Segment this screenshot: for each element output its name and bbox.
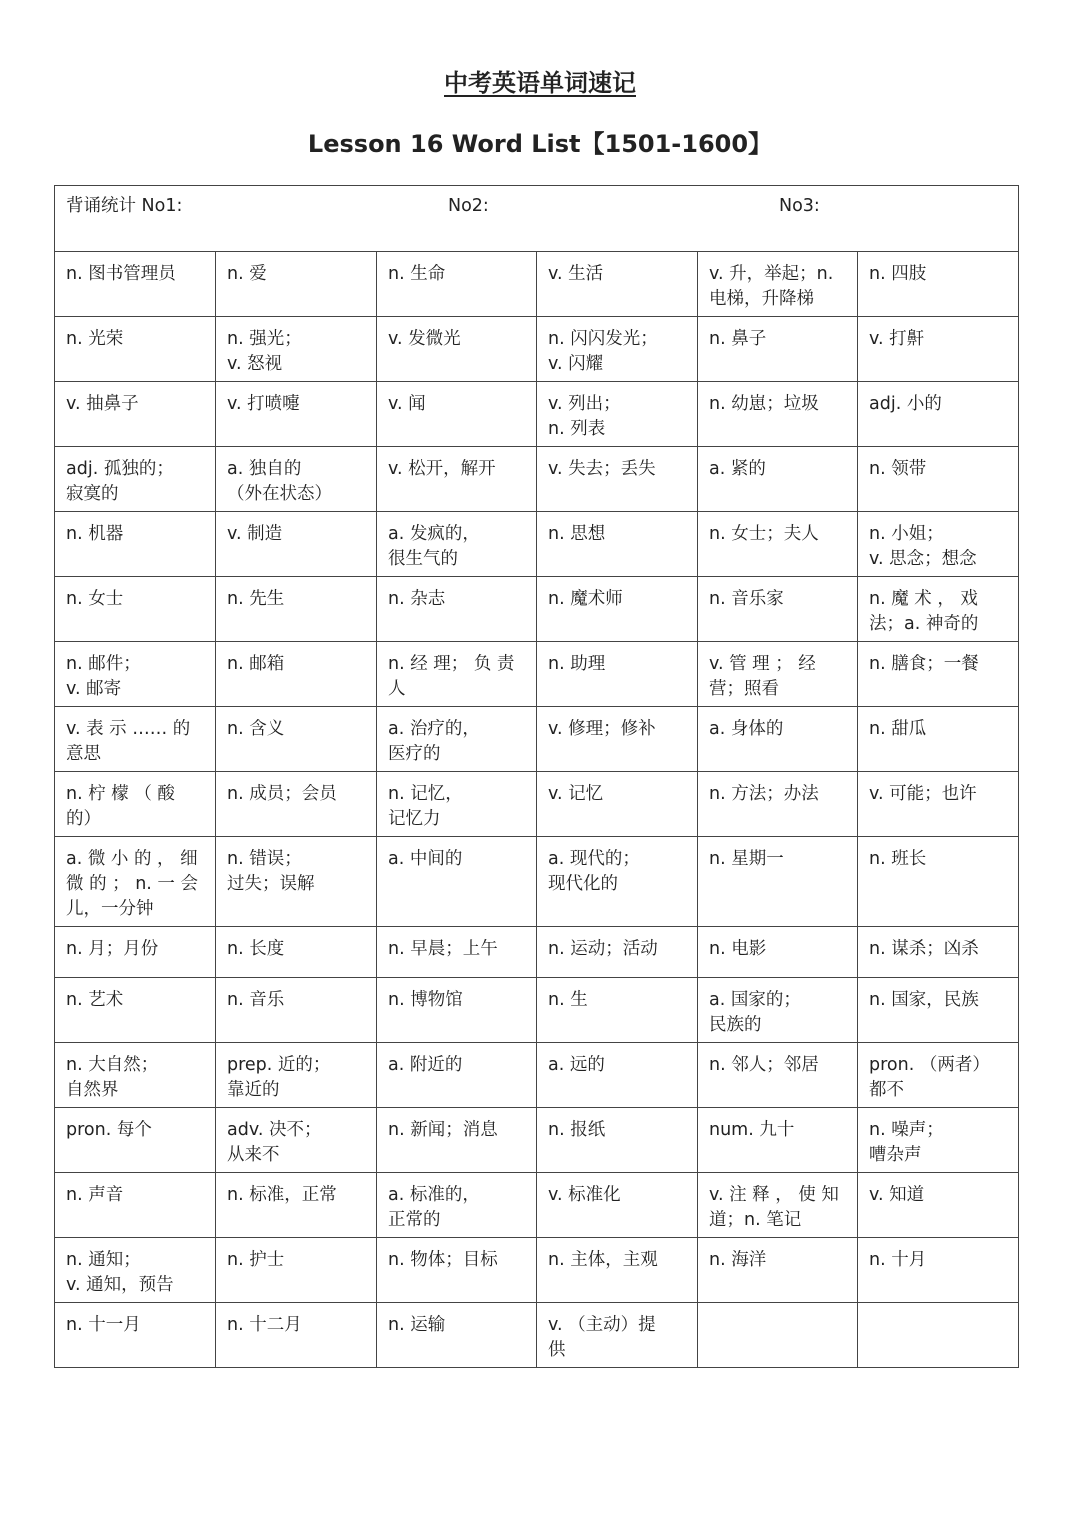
definition-line: n. 错误；: [227, 849, 302, 869]
definition-line: num. 九十: [709, 1120, 795, 1140]
word-cell: [377, 382, 537, 447]
word-cell: [55, 447, 216, 512]
word-cell: [377, 837, 537, 927]
word-cell: [377, 1303, 537, 1368]
word-cell: [55, 707, 216, 772]
word-cell: [698, 837, 858, 927]
word-cell: [216, 1238, 377, 1303]
definition-line: adj. 孤独的；: [66, 459, 174, 479]
definition-line: 民族的: [709, 1015, 762, 1035]
definition-line: v. 制造: [227, 524, 283, 544]
word-cell: [537, 1108, 698, 1173]
word-cell: [216, 1043, 377, 1108]
word-cell: [216, 837, 377, 927]
word-cell: [377, 772, 537, 837]
definition-line: a. 紧的: [709, 459, 766, 479]
definition-line: n. 十二月: [227, 1315, 302, 1335]
word-cell: [377, 577, 537, 642]
definition-line: pron. （两者）: [869, 1055, 990, 1075]
word-cell: [537, 1238, 698, 1303]
word-cell: [55, 772, 216, 837]
table-row: [55, 927, 1019, 978]
word-cell: [377, 512, 537, 577]
definition-line: v. 打喷嚏: [227, 394, 300, 414]
word-cell: [858, 1173, 1019, 1238]
definition-line: n. 物体；目标: [388, 1250, 498, 1270]
word-cell: [858, 1303, 1019, 1368]
definition-line: n. 领带: [869, 459, 927, 479]
definition-line: a. 中间的: [388, 849, 463, 869]
definition-line: n. 柠 檬 （ 酸: [66, 784, 175, 804]
word-cell: [216, 447, 377, 512]
stats-no3: No3:: [779, 196, 820, 216]
definition-line: n. 电影: [709, 939, 767, 959]
word-cell: [55, 512, 216, 577]
definition-line: n. 光荣: [66, 329, 124, 349]
word-cell: [216, 772, 377, 837]
word-cell: [55, 837, 216, 927]
word-cell: [858, 837, 1019, 927]
definition-line: v. 闪耀: [548, 354, 604, 374]
word-cell: [377, 317, 537, 382]
definition-line: n. 杂志: [388, 589, 446, 609]
table-row: [55, 1043, 1019, 1108]
table-row: [55, 1173, 1019, 1238]
word-cell: [858, 1108, 1019, 1173]
definition-line: a. 现代的；: [548, 849, 640, 869]
definition-line: v. 怒视: [227, 354, 283, 374]
table-row: [55, 447, 1019, 512]
definition-line: v. 记忆: [548, 784, 604, 804]
definition-line: n. 经 理； 负 责: [388, 654, 515, 674]
word-cell: [537, 317, 698, 382]
word-cell: [537, 772, 698, 837]
word-cell: [377, 252, 537, 317]
definition-line: n. 女士；夫人: [709, 524, 819, 544]
table-row: [55, 317, 1019, 382]
word-cell: [698, 447, 858, 512]
definition-line: a. 身体的: [709, 719, 784, 739]
definition-line: v. 可能；也许: [869, 784, 977, 804]
definition-line: n. 标准，正常: [227, 1185, 337, 1205]
definition-line: n. 魔术师: [548, 589, 623, 609]
definition-line: n. 图书管理员: [66, 264, 176, 284]
word-cell: [858, 978, 1019, 1043]
definition-line: n. 通知；: [66, 1250, 141, 1270]
definition-line: 人: [388, 679, 406, 699]
word-cell: [537, 642, 698, 707]
word-cell: [216, 577, 377, 642]
definition-line: n. 长度: [227, 939, 285, 959]
definition-line: v. 管 理 ； 经: [709, 654, 816, 674]
word-cell: [377, 707, 537, 772]
definition-line: v. 升，举起；n.: [709, 264, 834, 284]
word-cell: [55, 1238, 216, 1303]
word-cell: [537, 1043, 698, 1108]
word-cell: [55, 978, 216, 1043]
word-cell: [377, 1108, 537, 1173]
word-cell: [698, 927, 858, 978]
word-cell: [537, 837, 698, 927]
word-cell: [216, 642, 377, 707]
stats-cell: [55, 186, 1019, 252]
definition-line: 营；照看: [709, 679, 779, 699]
definition-line: 正常的: [388, 1210, 441, 1230]
document-title: [0, 66, 1080, 100]
word-cell: [377, 1173, 537, 1238]
definition-line: 的）: [66, 809, 101, 829]
definition-line: v. 打鼾: [869, 329, 925, 349]
table-row: [55, 1303, 1019, 1368]
definition-line: n. 列表: [548, 419, 606, 439]
table-row: [55, 382, 1019, 447]
word-cell: [537, 512, 698, 577]
definition-line: n. 早晨；上午: [388, 939, 498, 959]
word-cell: [858, 1043, 1019, 1108]
word-cell: [216, 1303, 377, 1368]
word-cell: [537, 1303, 698, 1368]
definition-line: v. 表 示 …… 的: [66, 719, 191, 739]
word-cell: [55, 577, 216, 642]
definition-line: adv. 决不；: [227, 1120, 322, 1140]
stats-no2: No2:: [448, 196, 489, 216]
definition-line: v. 失去；丢失: [548, 459, 656, 479]
word-cell: [858, 642, 1019, 707]
definition-line: a. 发疯的，: [388, 524, 480, 544]
word-cell: [537, 382, 698, 447]
table-row: [55, 252, 1019, 317]
word-cell: [55, 1173, 216, 1238]
word-cell: [55, 317, 216, 382]
definition-line: 嘈杂声: [869, 1145, 922, 1165]
word-cell: [858, 447, 1019, 512]
definition-line: a. 标准的，: [388, 1185, 480, 1205]
word-cell: [698, 978, 858, 1043]
definition-line: n. 鼻子: [709, 329, 767, 349]
word-cell: [55, 1043, 216, 1108]
definition-line: 都不: [869, 1080, 904, 1100]
word-cell: [698, 1303, 858, 1368]
definition-line: adj. 小的: [869, 394, 942, 414]
word-cell: [698, 772, 858, 837]
word-cell: [216, 978, 377, 1043]
definition-line: n. 音乐: [227, 990, 285, 1010]
definition-line: v. 生活: [548, 264, 604, 284]
definition-line: n. 十月: [869, 1250, 927, 1270]
definition-line: 供: [548, 1340, 566, 1360]
definition-line: 很生气的: [388, 549, 458, 569]
definition-line: n. 噪声；: [869, 1120, 944, 1140]
word-cell: [537, 447, 698, 512]
definition-line: 医疗的: [388, 744, 441, 764]
definition-line: n. 国家，民族: [869, 990, 979, 1010]
definition-line: n. 声音: [66, 1185, 124, 1205]
definition-line: n. 强光；: [227, 329, 302, 349]
definition-line: n. 音乐家: [709, 589, 784, 609]
definition-line: v. 修理；修补: [548, 719, 656, 739]
word-cell: [698, 317, 858, 382]
definition-line: n. 邮件；: [66, 654, 141, 674]
word-cell: [55, 927, 216, 978]
word-cell: [698, 642, 858, 707]
definition-line: n. 谋杀；凶杀: [869, 939, 979, 959]
word-cell: [216, 252, 377, 317]
word-cell: [216, 382, 377, 447]
definition-line: n. 思想: [548, 524, 606, 544]
table-row: [55, 512, 1019, 577]
word-cell: [377, 642, 537, 707]
definition-line: n. 运动；活动: [548, 939, 658, 959]
definition-line: a. 附近的: [388, 1055, 463, 1075]
word-cell: [698, 1173, 858, 1238]
definition-line: n. 十一月: [66, 1315, 141, 1335]
definition-line: prep. 近的；: [227, 1055, 331, 1075]
word-cell: [216, 707, 377, 772]
word-cell: [698, 252, 858, 317]
definition-line: 道；n. 笔记: [709, 1210, 802, 1230]
table-row: [55, 642, 1019, 707]
definition-line: n. 大自然；: [66, 1055, 159, 1075]
word-cell: [55, 642, 216, 707]
word-table: [54, 185, 1019, 1368]
definition-line: n. 邮箱: [227, 654, 285, 674]
definition-line: n. 方法；办法: [709, 784, 819, 804]
definition-line: a. 治疗的，: [388, 719, 480, 739]
word-cell: [377, 927, 537, 978]
word-cell: [537, 927, 698, 978]
word-cell: [858, 577, 1019, 642]
word-cell: [858, 317, 1019, 382]
definition-line: n. 甜瓜: [869, 719, 927, 739]
table-row: [55, 1108, 1019, 1173]
word-cell: [858, 512, 1019, 577]
word-cell: [698, 1108, 858, 1173]
definition-line: n. 爱: [227, 264, 267, 284]
definition-line: n. 四肢: [869, 264, 927, 284]
definition-line: n. 班长: [869, 849, 927, 869]
word-cell: [216, 512, 377, 577]
word-cell: [216, 317, 377, 382]
word-cell: [858, 252, 1019, 317]
word-cell: [216, 927, 377, 978]
definition-line: 记忆力: [388, 809, 441, 829]
definition-line: v. 松开，解开: [388, 459, 496, 479]
word-cell: [858, 382, 1019, 447]
word-cell: [55, 252, 216, 317]
definition-line: n. 邻人；邻居: [709, 1055, 819, 1075]
definition-line: v. 发微光: [388, 329, 461, 349]
definition-line: n. 先生: [227, 589, 285, 609]
word-cell: [55, 382, 216, 447]
table-row: [55, 707, 1019, 772]
definition-line: n. 报纸: [548, 1120, 606, 1140]
definition-line: 寂寞的: [66, 484, 119, 504]
lesson-subtitle: Lesson 16 Word List【1501-1600】: [307, 130, 773, 158]
word-cell: [537, 1173, 698, 1238]
word-cell: [377, 447, 537, 512]
definition-line: n. 主体，主观: [548, 1250, 658, 1270]
definition-line: n. 护士: [227, 1250, 285, 1270]
definition-line: v. 抽鼻子: [66, 394, 139, 414]
definition-line: 微 的 ； n. 一 会: [66, 874, 198, 894]
definition-line: n. 运输: [388, 1315, 446, 1335]
definition-line: a. 微 小 的 ， 细: [66, 849, 198, 869]
definition-line: 法；a. 神奇的: [869, 614, 979, 634]
word-cell: [698, 512, 858, 577]
word-cell: [858, 707, 1019, 772]
word-cell: [537, 978, 698, 1043]
definition-line: n. 小姐；: [869, 524, 944, 544]
definition-line: n. 新闻；消息: [388, 1120, 498, 1140]
definition-line: n. 博物馆: [388, 990, 463, 1010]
word-cell: [698, 1238, 858, 1303]
definition-line: v. 闻: [388, 394, 426, 414]
definition-line: v. 列出；: [548, 394, 621, 414]
table-row: [55, 837, 1019, 927]
definition-line: n. 含义: [227, 719, 285, 739]
definition-line: 儿，一分钟: [66, 899, 154, 919]
definition-line: a. 远的: [548, 1055, 605, 1075]
definition-line: a. 独自的: [227, 459, 302, 479]
definition-line: pron. 每个: [66, 1120, 152, 1140]
word-cell: [698, 577, 858, 642]
word-cell: [216, 1108, 377, 1173]
definition-line: n. 机器: [66, 524, 124, 544]
definition-line: n. 成员；会员: [227, 784, 337, 804]
definition-line: 从来不: [227, 1145, 280, 1165]
definition-line: n. 魔 术 ， 戏: [869, 589, 978, 609]
word-cell: [858, 772, 1019, 837]
word-cell: [858, 1238, 1019, 1303]
definition-line: a. 国家的；: [709, 990, 801, 1010]
word-cell: [537, 577, 698, 642]
definition-line: v. 标准化: [548, 1185, 621, 1205]
definition-line: n. 生命: [388, 264, 446, 284]
definition-line: 过失；误解: [227, 874, 315, 894]
table-row: [55, 978, 1019, 1043]
definition-line: v. 通知，预告: [66, 1275, 174, 1295]
definition-line: v. （主动）提: [548, 1315, 656, 1335]
word-cell: [698, 1043, 858, 1108]
word-cell: [858, 927, 1019, 978]
word-cell: [377, 978, 537, 1043]
definition-line: v. 知道: [869, 1185, 925, 1205]
definition-line: v. 邮寄: [66, 679, 122, 699]
word-cell: [537, 707, 698, 772]
word-cell: [698, 707, 858, 772]
table-row: [55, 1238, 1019, 1303]
definition-line: n. 幼崽；垃圾: [709, 394, 819, 414]
word-cell: [377, 1043, 537, 1108]
word-cell: [537, 252, 698, 317]
definition-line: n. 闪闪发光；: [548, 329, 658, 349]
definition-line: n. 记忆，: [388, 784, 463, 804]
definition-line: 意思: [66, 744, 101, 764]
table-row: [55, 577, 1019, 642]
word-cell: [698, 382, 858, 447]
definition-line: 现代化的: [548, 874, 618, 894]
word-cell: [55, 1303, 216, 1368]
word-cell: [377, 1238, 537, 1303]
definition-line: n. 膳食；一餐: [869, 654, 979, 674]
definition-line: n. 生: [548, 990, 588, 1010]
stats-row: [55, 186, 1019, 252]
table-row: [55, 772, 1019, 837]
word-cell: [216, 1173, 377, 1238]
definition-line: （外在状态）: [227, 484, 332, 504]
word-cell: [55, 1108, 216, 1173]
definition-line: 靠近的: [227, 1080, 280, 1100]
definition-line: 电梯，升降梯: [709, 289, 814, 309]
title-text: 中考英语单词速记: [444, 68, 636, 97]
definition-line: v. 思念；想念: [869, 549, 977, 569]
definition-line: n. 助理: [548, 654, 606, 674]
definition-line: 自然界: [66, 1080, 119, 1100]
definition-line: n. 女士: [66, 589, 124, 609]
definition-line: n. 星期一: [709, 849, 784, 869]
definition-line: n. 月；月份: [66, 939, 159, 959]
definition-line: v. 注 释 ， 使 知: [709, 1185, 839, 1205]
definition-line: n. 海洋: [709, 1250, 767, 1270]
stats-no1: 背诵统计 No1:: [66, 196, 183, 216]
definition-line: n. 艺术: [66, 990, 124, 1010]
